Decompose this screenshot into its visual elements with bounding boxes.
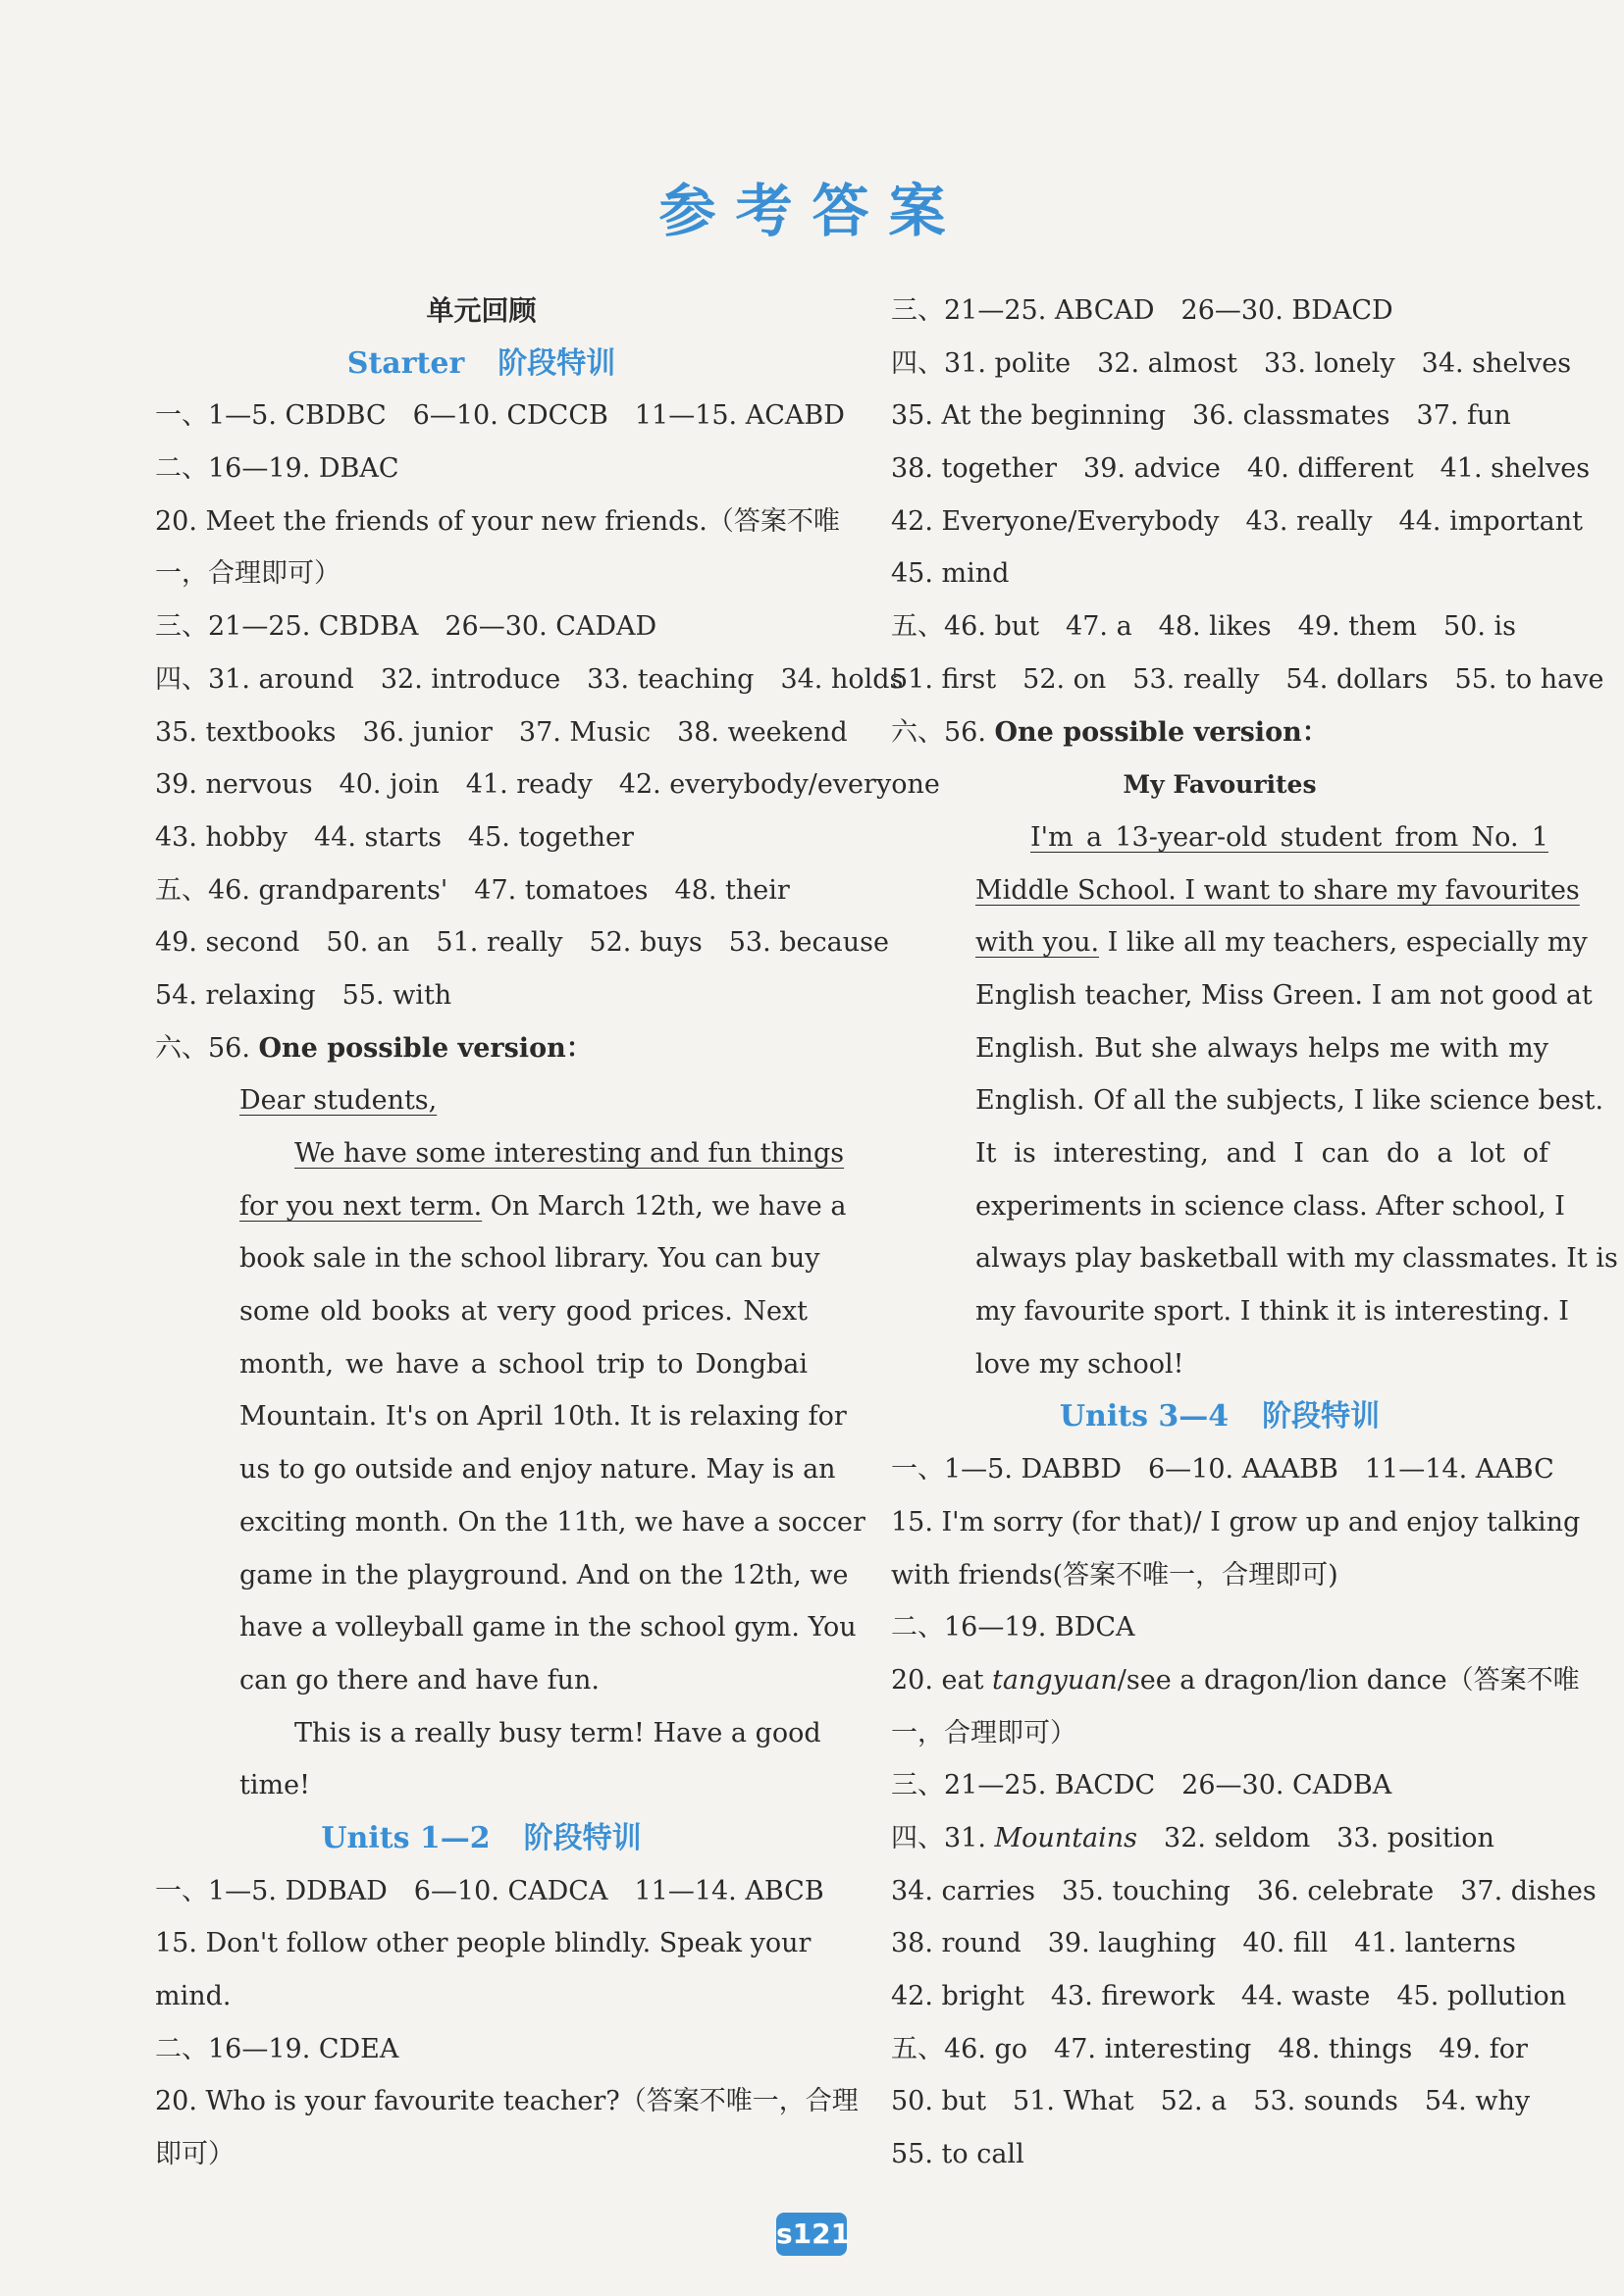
essay-line: English. Of all the subjects, I like science best. [975, 1085, 1604, 1117]
answer-line: 四、31. around 32. introduce 33. teaching 34. holds [155, 663, 904, 695]
answer-line: 20. eat tangyuan/see a dragon/lion dance（答案不唯 [891, 1664, 1580, 1696]
essay-line: English teacher, Miss Green. I am not good at [975, 979, 1593, 1011]
answer-line: 51. first 52. on 53. really 54. dollars 55. to have [891, 663, 1604, 695]
essay-line: game in the playground. And on the 12th, we [239, 1559, 849, 1591]
answer-line: 四、31. polite 32. almost 33. lonely 34. shelves [891, 347, 1572, 379]
essay-line: Middle School. I want to share my favourites [975, 874, 1580, 906]
essay-line: love my school! [975, 1348, 1184, 1380]
answer-line: 20. Meet the friends of your new friends.（答案不唯 [155, 505, 840, 537]
unit-heading-units-1-2: Units 1—2 阶段特训 [321, 1820, 642, 1855]
answer-line: 38. together 39. advice 40. different 41. shelves [891, 453, 1591, 485]
answer-line: 三、21—25. BACDC 26—30. CADBA [891, 1770, 1392, 1801]
essay-line: It is interesting, and I can do a lot of [975, 1138, 1548, 1169]
section-heading: 单元回顾 [426, 294, 537, 327]
answer-line: 二、16—19. BDCA [891, 1612, 1135, 1644]
answer-line: 20. Who is your favourite teacher?（答案不唯一，合理 [155, 2086, 859, 2117]
answer-line: 一、1—5. DABBD 6—10. AAABB 11—14. AABC [891, 1454, 1554, 1486]
essay-line: I'm a 13-year-old student from No. 1 [1030, 821, 1548, 853]
answer-line: 42. Everyone/Everybody 43. really 44. important [891, 505, 1583, 537]
essay-line: with you. I like all my teachers, especially my [975, 927, 1588, 959]
answer-line: 五、46. grandparents' 47. tomatoes 48. their [155, 874, 790, 906]
answer-line: 三、21—25. ABCAD 26—30. BDACD [891, 295, 1393, 326]
answer-line: 即可） [155, 2139, 235, 2170]
answer-line: 三、21—25. CBDBA 26—30. CADAD [155, 611, 657, 643]
answer-line: 六、56. One possible version： [155, 1032, 593, 1064]
essay-line: can go there and have fun. [239, 1664, 601, 1696]
essay-line: us to go outside and enjoy nature. May is an [239, 1454, 836, 1486]
essay-line: English. But she always helps me with my [975, 1032, 1548, 1064]
essay-line: for you next term. On March 12th, we have a [239, 1190, 847, 1222]
essay-title: My Favourites [1123, 770, 1317, 800]
answer-line: 34. carries 35. touching 36. celebrate 37. dishes [891, 1875, 1597, 1906]
answer-line: 一，合理即可） [155, 558, 341, 590]
unit-heading-starter: Starter 阶段特训 [346, 345, 616, 381]
answer-line: 45. mind [891, 558, 1010, 590]
page-number-badge: s121 [776, 2213, 847, 2256]
answer-line: 五、46. go 47. interesting 48. things 49. for [891, 2033, 1528, 2064]
answer-line: 15. I'm sorry (for that)/ I grow up and enjoy talking [891, 1506, 1581, 1538]
answer-line: 15. Don't follow other people blindly. Speak your [155, 1928, 812, 1959]
essay-line: have a volleyball game in the school gym. You [239, 1612, 857, 1644]
answer-line: with friends(答案不唯一，合理即可) [891, 1559, 1338, 1591]
essay-line: Dear students, [239, 1085, 438, 1117]
answer-line: 五、46. but 47. a 48. likes 49. them 50. is [891, 611, 1517, 643]
answer-line: 39. nervous 40. join 41. ready 42. everybody/everyone [155, 769, 940, 801]
answer-line: 42. bright 43. firework 44. waste 45. pollution [891, 1981, 1567, 2011]
essay-line: some old books at very good prices. Next [239, 1296, 808, 1328]
answer-line: 38. round 39. laughing 40. fill 41. lanterns [891, 1928, 1516, 1959]
essay-line: Mountain. It's on April 10th. It is relaxing for [239, 1401, 847, 1433]
answer-line: 55. to call [891, 2139, 1024, 2170]
answer-line: mind. [155, 1981, 232, 2011]
answer-line: 49. second 50. an 51. really 52. buys 53. because [155, 927, 889, 959]
essay-line: always play basketball with my classmates. It is [975, 1243, 1618, 1275]
left-column [155, 285, 940, 2181]
answer-line: 四、31. Mountains 32. seldom 33. position [891, 1822, 1494, 1853]
essay-line: exciting month. On the 11th, we have a soccer [239, 1506, 865, 1538]
answer-line: 35. textbooks 36. junior 37. Music 38. weekend [155, 716, 848, 748]
answer-line: 54. relaxing 55. with [155, 979, 452, 1011]
essay-line: experiments in science class. After school, I [975, 1190, 1565, 1222]
essay-line: month, we have a school trip to Dongbai [239, 1348, 808, 1380]
answer-line: 二、16—19. DBAC [155, 453, 399, 485]
essay-line: book sale in the school library. You can buy [239, 1243, 820, 1275]
answer-line: 43. hobby 44. starts 45. together [155, 821, 634, 853]
answer-line: 一、1—5. DDBAD 6—10. CADCA 11—14. ABCB [155, 1875, 824, 1906]
answer-line: 50. but 51. What 52. a 53. sounds 54. why [891, 2086, 1531, 2117]
essay-line: time! [239, 1770, 310, 1801]
page-title: 参考答案 [658, 178, 966, 244]
essay-line: This is a really busy term! Have a good [294, 1717, 821, 1748]
answer-line: 二、16—19. CDEA [155, 2033, 399, 2064]
answer-line: 六、56. One possible version： [891, 716, 1329, 748]
answer-line: 一，合理即可） [891, 1717, 1076, 1748]
answer-line: 35. At the beginning 36. classmates 37. fun [891, 400, 1511, 432]
essay-line: my favourite sport. I think it is interesting. I [975, 1296, 1569, 1328]
right-column [891, 285, 1618, 2181]
unit-heading-units-3-4: Units 3—4 阶段特训 [1059, 1399, 1381, 1435]
answer-line: 一、1—5. CBDBC 6—10. CDCCB 11—15. ACABD [155, 400, 845, 432]
essay-line: We have some interesting and fun things [294, 1138, 845, 1169]
